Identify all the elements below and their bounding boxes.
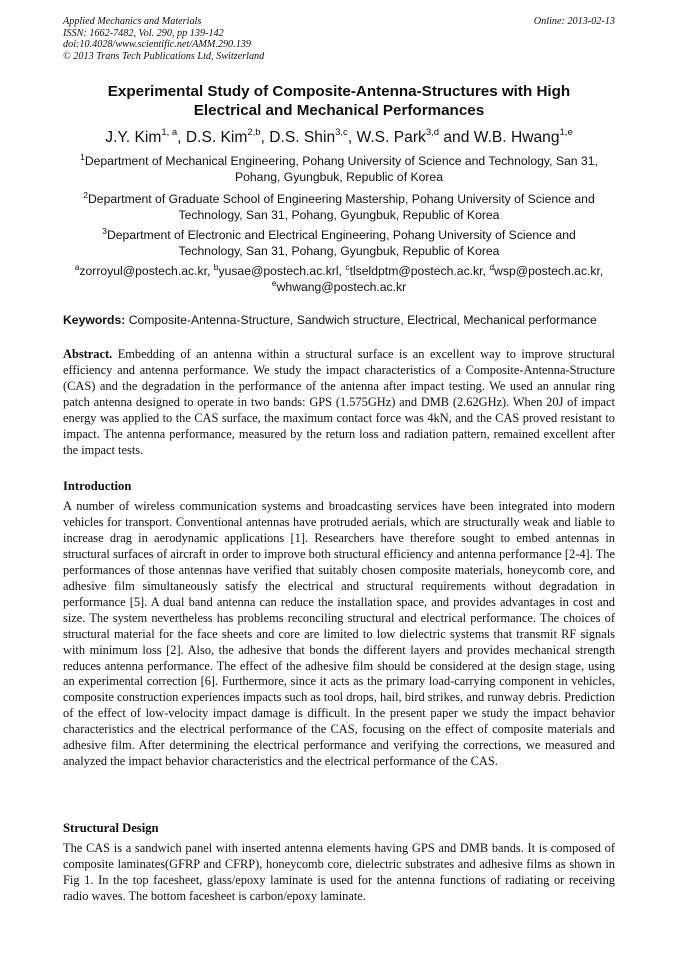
email-mark: e (271, 278, 277, 288)
author (269, 129, 356, 146)
email-address[interactable]: zorroyul@postech.ac.kr, (79, 264, 214, 278)
keywords-text: Composite-Antenna-Structure, Sandwich structure, Electrical, Mechanical performance (125, 313, 597, 327)
author-affil-mark: 1,e (559, 127, 573, 138)
email-mark: b (213, 262, 219, 272)
author-name: W.S. Park (356, 129, 426, 146)
email-address[interactable]: yusae@postech.ac.krl, (218, 264, 346, 278)
author-affil-mark: 2,b (247, 127, 261, 138)
email-address[interactable]: tlseldptm@postech.ac.kr, (349, 264, 490, 278)
affiliation-mark: 2 (83, 190, 88, 200)
author-name: J.Y. Kim (105, 129, 162, 146)
author (186, 129, 269, 146)
title-line-2: Electrical and Mechanical Performances (193, 102, 485, 119)
affiliation-line: Technology, San 31, Pohang, Gyungbuk, Republic of Korea (178, 208, 500, 222)
introduction-paragraph: A number of wireless communication systems and broadcasting services have been integrated into modern vehicles for transport. Conventional antennas have protruded aerials, which are structurally weak and liable to increase drag in aerodynamic applications [1]. Researchers have therefore sought to embed antennas in structural surfaces of aircraft in order to improve both structural efficiency and antenna performance [2-4]. The performances of those antennas have verified that suitably chosen composite materials, honeycomb core, and adhesive film simultaneously satisfy the electrical and structural requirements without degradation in performance [5]. A dual band antenna can reduce the installation space, and provides advantages in cost and size. The system nevertheless has problems reconciling structural and electrical performance. The choices of structural material for the face sheets and core are limited to low dielectric systems that transmit RF signals with minimum loss [2]. Also, the adhesive that bonds the different layers and provides mechanical strength reduces antenna performance. The effect of the adhesive film should be considered at the design stage, using an experimental correction [6]. Furthermore, since it acts as the primary load-carrying component in vehicles, composite construction experiences impacts such as tool drops, hail, bird strikes, and runway debris. Prediction of the effect of low-velocity impact damage is difficult. In the present paper we study the impact behavior characteristics and the electrical performance of the CAS, focusing on the effect of composite materials and adhesive film. After determining the electrical performance and verifying the corrections, we measured and analyzed the impact behavior characteristics and the electrical performance of the CAS. (63, 499, 615, 769)
author-separator: , (347, 129, 357, 146)
author-affil-mark: 3,c (335, 127, 348, 138)
author-separator: and (439, 129, 474, 146)
abstract-paragraph (63, 347, 615, 459)
copyright-line: © 2013 Trans Tech Publications Ltd, Switzerland (63, 50, 265, 62)
author-separator: , (177, 129, 186, 146)
affiliation (63, 153, 615, 185)
email-mark: d (489, 262, 495, 272)
online-date: Online: 2013-02-13 (533, 16, 615, 27)
keywords (63, 312, 615, 328)
affiliation-line: Department of Electronic and Electrical Engineering, Pohang University of Science and (106, 228, 576, 242)
affiliation-line: Department of Mechanical Engineering, Pohang University of Science and Technology, San 31, (84, 154, 598, 168)
affiliation-mark: 1 (80, 152, 85, 162)
journal-name: Applied Mechanics and Materials (63, 16, 202, 27)
doi-line: doi:10.4028/www.scientific.net/AMM.290.139 (63, 39, 251, 50)
title-line-1: Experimental Study of Composite-Antenna-Structures with High (107, 83, 571, 100)
structural-design-paragraph: The CAS is a sandwich panel with inserted antenna elements having GPS and DMB bands. It is composed of composite laminates(GFRP and CFRP), honeycomb core, dielectric substrates and adhesive films as shown in Fig 1. In the top facesheet, glass/epoxy laminate is used for the antenna functions of radiating or receiving radio waves. The bottom facesheet is carbon/epoxy laminate. (63, 841, 615, 903)
author-affil-mark: 3,d (425, 127, 440, 138)
affiliation-line: Pohang, Gyungbuk, Republic of Korea (234, 170, 443, 184)
author (105, 129, 186, 146)
author-separator: , (260, 129, 270, 146)
email-mark: c (345, 262, 350, 272)
author-name: W.B. Hwang (473, 129, 560, 146)
email-address[interactable]: whwang@postech.ac.kr (276, 280, 407, 294)
affiliation (63, 227, 615, 259)
email-mark: a (74, 262, 80, 272)
section-heading-introduction: Introduction (63, 479, 132, 493)
affiliation-line: Department of Graduate School of Engineering Mastership, Pohang University of Science and (87, 192, 595, 206)
abstract-text: Embedding of an antenna within a structural surface is an excellent way to improve structural efficiency and antenna performance. We study the impact characteristics of a Composite-Antenna-Structure (CAS) and the degradation in the performance of the antenna after impact testing. We used an annular ring patch antenna designed to operate in two bands: GPS (1.575GHz) and DMB (2.62GHz). When 20J of impact energy was applied to the CAS surface, the maximum contact force was 4kN, and the CAS proved resistant to impact. The antenna performance, measured by the return loss and radiation pattern, remained excellent after the impact tests. (63, 347, 615, 457)
author-list (63, 128, 615, 148)
affiliation (63, 191, 615, 223)
author-affil-mark: 1, a (161, 127, 178, 138)
running-header (63, 16, 615, 62)
email-address[interactable]: wsp@postech.ac.kr, (494, 264, 604, 278)
affiliation-line: Technology, San 31, Pohang, Gyungbuk, Republic of Korea (178, 244, 500, 258)
keywords-label: Keywords: (63, 313, 126, 327)
abstract-label: Abstract. (63, 347, 113, 361)
author (474, 129, 573, 146)
issn-line: ISSN: 1662-7482, Vol. 290, pp 139-142 (63, 27, 224, 39)
author-name: D.S. Shin (269, 129, 336, 146)
paper-title (63, 82, 615, 120)
author-name: D.S. Kim (185, 129, 248, 146)
author (356, 129, 473, 146)
affiliation-mark: 3 (102, 226, 107, 236)
email-list (63, 263, 615, 295)
section-heading-structural-design: Structural Design (63, 821, 159, 835)
